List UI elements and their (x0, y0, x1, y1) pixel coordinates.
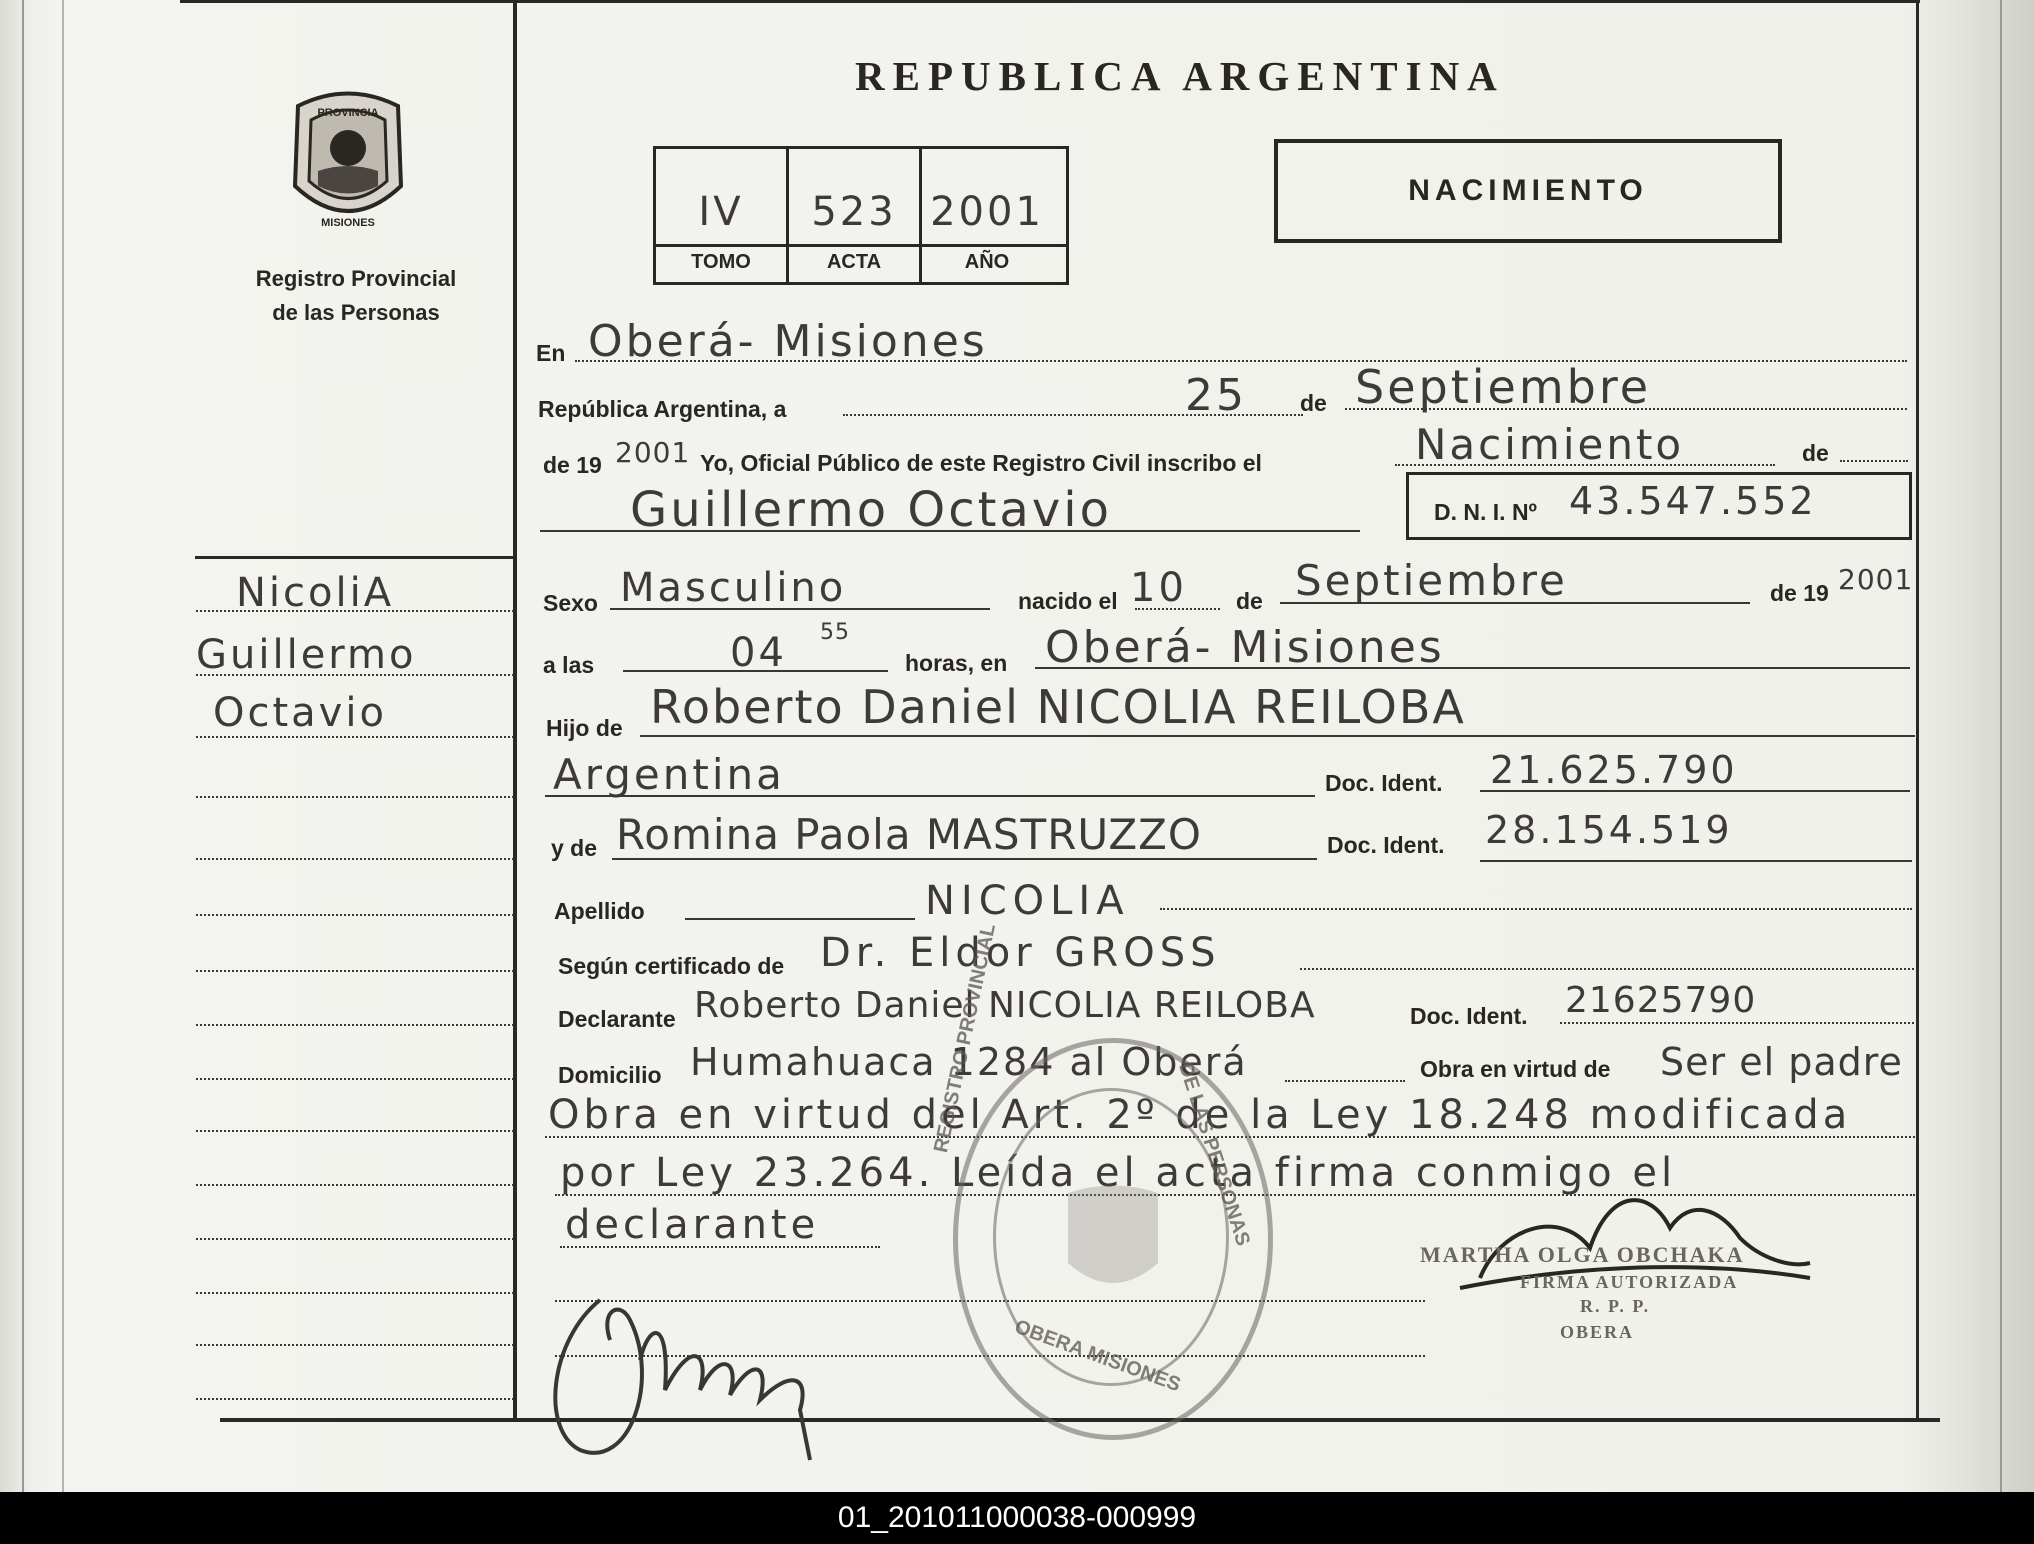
y-de-label: y de (551, 835, 598, 861)
dotted-line (1345, 408, 1907, 410)
mother-value: Romina Paola MASTRUZZO (616, 810, 1202, 859)
hour-value: 04 (730, 630, 787, 676)
record-type-box (1274, 139, 1782, 243)
apellido-label: Apellido (554, 898, 645, 924)
en-label: En (536, 340, 566, 366)
dotted-line (1285, 1080, 1405, 1082)
dotted-line (196, 1184, 514, 1186)
dotted-line (196, 1398, 514, 1400)
minute-value: 55 (820, 620, 850, 645)
seal-bottom-text: MISIONES (321, 217, 375, 229)
tomo-label: TOMO (691, 251, 751, 273)
dotted-line (1395, 464, 1775, 466)
child-name-value: Guillermo Octavio (630, 482, 1112, 538)
obra-label: Obra en virtud de (1420, 1056, 1611, 1082)
dotted-line (196, 914, 514, 916)
dotted-line (575, 360, 1907, 362)
apellido-value: NICOLIA (925, 878, 1130, 924)
record-number-table (653, 146, 1069, 285)
underline (545, 795, 1315, 797)
year-prefix: de 19 (543, 452, 602, 478)
underline (1035, 667, 1910, 669)
dni-label: D. N. I. Nº (1434, 499, 1537, 525)
dotted-line (196, 736, 514, 738)
ano-label: AÑO (964, 251, 1010, 273)
page-title: REPUBLICA ARGENTINA (855, 53, 1505, 99)
provincial-seal-icon (283, 86, 413, 236)
dotted-line (1560, 1022, 1914, 1024)
dotted-line (196, 1292, 514, 1294)
nacido-label: nacido el (1018, 588, 1118, 614)
stamp-text-bottom: OBERA MISIONES (1011, 1315, 1184, 1397)
de-label: de (1300, 390, 1327, 416)
record-type: NACIMIENTO (1408, 174, 1648, 207)
month-value: Septiembre (1355, 360, 1652, 414)
frame-border (1916, 0, 1919, 1420)
dotted-line (196, 1238, 514, 1240)
de-label-3: de (1236, 588, 1263, 614)
margin-surname: NicoliA (236, 570, 395, 616)
underline (685, 918, 915, 920)
underline (610, 608, 990, 610)
margin-separator (195, 556, 513, 559)
stamp-text-right: DE LAS PERSONAS (1174, 1060, 1255, 1249)
stamp-text-left: REGISTRO PROVINCIAL (930, 921, 1001, 1155)
birth-year-value: 2001 (1838, 563, 1914, 596)
page-edge (62, 0, 64, 1492)
notes-line-3: declarante (565, 1202, 820, 1248)
registry-name-line1: Registro Provincial (255, 266, 457, 291)
table-divider (656, 244, 1066, 247)
birth-year-prefix: de 19 (1770, 580, 1829, 606)
father-doc-value: 21.625.790 (1490, 748, 1738, 792)
horas-label: horas, en (905, 650, 1008, 676)
official-office: R. P. P. (1580, 1296, 1651, 1316)
official-role: FIRMA AUTORIZADA (1520, 1272, 1739, 1292)
domicilio-label: Domicilio (558, 1062, 662, 1088)
notes-line-1: Obra en virtud del Art. 2º de la Ley 18.248 modificada (548, 1092, 1852, 1138)
image-caption: 01_201011000038-000999 (0, 1492, 2034, 1544)
republica-label: República Argentina, a (538, 396, 787, 422)
page-edge (22, 0, 24, 1492)
doc-label-3: Doc. Ident. (1410, 1003, 1528, 1029)
declarante-label: Declarante (558, 1006, 676, 1032)
registry-name-line2: de las Personas (272, 300, 440, 325)
day-value: 25 (1185, 370, 1247, 421)
dotted-line (196, 970, 514, 972)
dotted-line (1300, 968, 1914, 970)
ano-value: 2001 (930, 189, 1044, 235)
declarante-doc-value: 21625790 (1565, 980, 1757, 1021)
de-label-2: de (1802, 440, 1829, 466)
dotted-line (196, 1024, 514, 1026)
dotted-line (1160, 908, 1912, 910)
seal-top-text: PROVINCIA (317, 107, 379, 119)
sexo-value: Masculino (620, 565, 847, 611)
underline (1480, 790, 1910, 792)
dni-value: 43.547.552 (1569, 479, 1817, 523)
acta-value: 523 (811, 189, 897, 235)
birth-month-value: Septiembre (1295, 556, 1568, 605)
underline (640, 735, 1915, 737)
en-value: Oberá- Misiones (588, 316, 988, 367)
official-branch: OBERA (1560, 1322, 1635, 1342)
dni-box (1406, 472, 1912, 540)
stamp-emblem-icon (1058, 1183, 1168, 1303)
underline (612, 858, 1317, 860)
hijo-label: Hijo de (546, 715, 623, 741)
underline (540, 530, 1360, 532)
acta-label: ACTA (826, 251, 882, 273)
dotted-line (196, 610, 514, 612)
year-value: 2001 (615, 436, 691, 469)
father-nationality-value: Argentina (553, 750, 785, 799)
birth-day-value: 10 (1130, 565, 1187, 611)
sexo-label: Sexo (543, 590, 598, 616)
father-value: Roberto Daniel NICOLIA REILOBA (650, 680, 1466, 734)
page-edge (2000, 0, 2002, 1492)
declarant-signature-icon (540, 1280, 880, 1480)
dotted-line (196, 674, 514, 676)
dotted-line (196, 858, 514, 860)
dotted-line (196, 1344, 514, 1346)
declarante-value: Roberto Daniel NICOLIA REILOBA (694, 985, 1316, 1026)
yo-label: Yo, Oficial Público de este Registro Civil inscribo el (700, 450, 1262, 476)
dotted-line (196, 796, 514, 798)
domicilio-value: Humahuaca 1284 al Oberá (690, 1040, 1248, 1084)
certificado-label: Según certificado de (558, 953, 785, 979)
official-stamp-icon (953, 1038, 1273, 1440)
margin-given-name-1: Guillermo (196, 632, 417, 678)
dotted-line (1840, 460, 1908, 462)
notes-line-2: por Ley 23.264. Leída el acta firma conmigo el (560, 1150, 1677, 1196)
frame-border (513, 0, 517, 1420)
tomo-value: IV (698, 189, 744, 235)
dotted-line (196, 1078, 514, 1080)
acto-value: Nacimiento (1415, 420, 1685, 469)
underline (623, 670, 888, 672)
dotted-line (196, 1130, 514, 1132)
dotted-line (1135, 608, 1220, 610)
birth-place-value: Oberá- Misiones (1045, 622, 1445, 673)
doc-label-2: Doc. Ident. (1327, 832, 1445, 858)
underline (1280, 602, 1750, 604)
certificado-value: Dr. Eldor GROSS (820, 930, 1221, 976)
mother-doc-value: 28.154.519 (1485, 808, 1733, 852)
underline (1480, 860, 1912, 862)
frame-border (180, 0, 1920, 3)
official-name: MARTHA OLGA OBCHAKA (1420, 1242, 1745, 1267)
obra-value: Ser el padre (1660, 1040, 1903, 1084)
a-las-label: a las (543, 652, 595, 678)
margin-given-name-2: Octavio (213, 690, 387, 736)
doc-label-1: Doc. Ident. (1325, 770, 1443, 796)
dotted-line (560, 1246, 880, 1248)
